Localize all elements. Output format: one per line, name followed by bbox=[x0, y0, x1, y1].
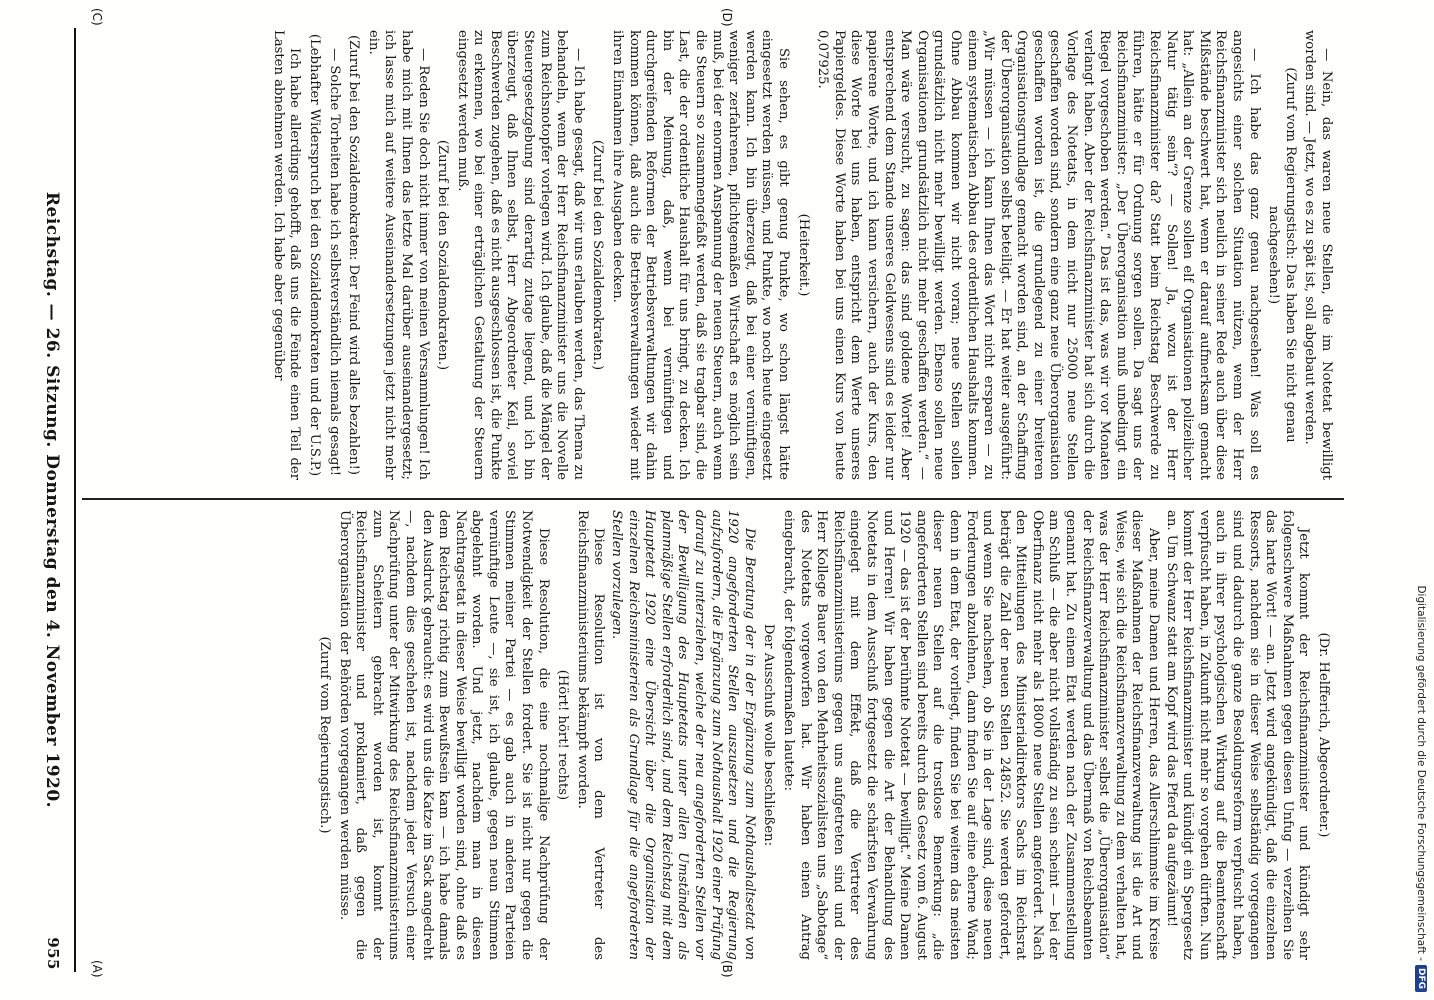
margin-marker-b: (B) bbox=[720, 960, 734, 978]
digitization-footer bbox=[1408, 0, 1434, 1000]
page-header bbox=[32, 30, 72, 970]
interjection: (Zuruf bei den Sozialdemokraten: Der Feind wird alles bezahlen!) bbox=[346, 34, 362, 476]
paragraph: Sie sehen, es gibt genug Punkte, wo schon längst hätte eingesetzt werden müssen, und Punkte, wo noch heute eingesetzt werden kann. Ich bin überzeugt, daß bei einer vernünftigen, weniger zerfahrenen, pflichtgemäßen Wirtschaft es möglich sein muß, bei der enormen Anspannung der neuen Steuern, auch wenn die Steuern so zusammengefaßt werden, daß sie tragbar sind, die Last, die der ordentliche Haushalt für uns bringt, zu decken. Ich bin der Meinung, daß, wenn bei vernünftigen und durchgreifenden Reformen der Betriebsverwaltungen wir dahin kommen können, daß auch die Betriebsverwaltungen wieder mit ihren Einnahmen ihre Ausgaben decken. bbox=[610, 30, 791, 480]
resolution-text: Die Beratung der in der Ergänzung zum Nothaushaltsetat von 1920 angeforderten Stellen auszusetzen und die Regierung aufzufordern, die Ergänzung zum Nothaushalt 1920 einer Prüfung darauf zu unterziehen, welche der neu angeforderten Stellen vor der Bewilligung des Hauptetats unter allen Umständen als planmäßige Stellen erforderlich sind, und dem Reichstag mit dem Hauptetat 1920 eine Übersicht über die Organisation der einzelnen Reichsministerien als Grundlage für die angeforderten Stellen vorzulegen. bbox=[609, 510, 757, 960]
paragraph: — Nein, das waren neue Stellen, die im Notetat bewilligt worden sind. — Jetzt, wo es zu spät ist, soll abgebaut werden. bbox=[1302, 30, 1334, 480]
interjection: (Zuruf bei den Sozialdemokraten.) bbox=[590, 139, 606, 371]
page-number: 955 bbox=[44, 937, 62, 970]
speaker-line: (Dr. Helfferich, Abgeordneter.) bbox=[1316, 632, 1331, 838]
interjection: (Zuruf vom Regierungstisch.) bbox=[316, 636, 332, 834]
margin-marker-d: (D) bbox=[720, 8, 734, 27]
interjection: (Zuruf bei den Sozialdemokraten.) bbox=[435, 139, 451, 371]
paragraph: — Solche Torheiten habe ich selbstverständlich niemals gesagt! bbox=[326, 48, 342, 477]
paragraph: Der Ausschuß wolle beschließen: bbox=[761, 623, 777, 847]
paragraph: — Reden Sie doch nicht immer von meinen Versammlungen! Ich habe mich mit Ihnen das letzte Mal darüber auseinandergesetzt; ich lasse mich auf weitere Auseinandersetzungen jetzt nicht mehr ein. bbox=[365, 30, 431, 480]
dfg-logo: DFG bbox=[1415, 965, 1427, 992]
interjection: (Hört! hört! rechts) bbox=[555, 669, 571, 801]
paragraph: Diese Resolution, die eine nochmalige Nachprüfung der Notwendigkeit der Stellen fordert. Sie ist nicht nur gegen die Stimmen meiner Partei — es gab auch in anderen Parteien vernünftige Leute —, sie ist, ich glaube, gegen neun Stimmen abgelehnt worden. Und jetzt, nachdem man in diesen Nachtragsetat in dieser Weise bewilligt worden sind, ohne daß es dem Reichstag richtig zum Bewußtsein kam — ich habe damals den Ausdruck gebraucht: es wird uns die Katze im Sack angedreht —, nachdem dies geschehen ist, nachdem jeder Versuch einer Nachprüfung unter der Mitwirkung des Reichsfinanzministeriums zum Scheitern gebracht worden ist, kommt der Reichsfinanzminister und proklamiert, daß gegen die Überorganisation der Behörden vorgegangen werden müsse. bbox=[336, 510, 551, 960]
right-column bbox=[84, 30, 1334, 480]
interjection: (Lebhafter Widerspruch bei den Sozialdemokraten und der U.S.P.) bbox=[306, 33, 322, 477]
interjection: (Heiterkeit.) bbox=[795, 213, 811, 297]
paragraph: Ich habe allerdings gehofft, daß uns die Feinde einen Teil der Lasten abnehmen werden. Ich habe aber gegenüber bbox=[270, 30, 303, 480]
paragraph: Jetzt kommt der Reichsfinanzminister und kündigt sehr folgenschwere Maßnahmen gegen diesen Unfug — verzeihen Sie das harte Wort! — an. Jetzt wird angekündigt, daß die einzelnen Ressorts, nachdem sie in dieser Weise selbständig vorgegangen sind und dadurch die ganze Besoldungsreform verpfuscht haben, auch in ihrer psychologischen Wirkung auf die Beamtenschaft verpfuscht haben, in Zukunft nicht mehr so vorgehen dürften. Nun kommt der Herr Reichsfinanzminister und kündigt ein Spergesetz an. Um Schwanz statt am Kopf wird das Pferd da aufgezäumt! bbox=[1163, 510, 1312, 960]
interjection: (Zuruf vom Regierungstisch: Das haben Sie nicht genau nachgesehen!) bbox=[1266, 67, 1298, 443]
header-rule bbox=[74, 28, 76, 972]
page-title: Reichstag. — 26. Sitzung. Donnerstag den 4. November 1920. bbox=[42, 191, 62, 809]
footer-text: Digitalisierung gefördert durch die Deutsche Forschungsgemeinschaft - bbox=[1415, 585, 1427, 961]
paragraph: Aber, meine Damen und Herren, das Allerschlimmste im Kreise dieser Maßnahmen der Reichsfinanzverwaltung ist die Art und Weise, wie sich die Reichsfinanzverwaltung zu dem verhalten hat, was der Herr Reichsfinanzminister selbst die „Überorganisation“ der Reichsfinanzverwaltung und das Übermaß von Reichsbeamten genannt hat. Zu einem Etat werden nach der Zusammenstellung am Schluß — die aber nicht vollständig zu sein scheint — bei der Oberfinanz nicht mehr als 18000 neue Stellen angefordert. Nach den Mitteilungen des Ministerialdirektors Sachs im Reichsrat beträgt die Zahl der neuen Stellen 24852. Sie werden gefordert, und wenn Sie nachsehen, ob Sie in der Lage sind, diese neuen Forderungen abzulehnen, dann finden Sie auf eine eherne Wand; denn in dem Etat, der vorliegt, finden Sie bei weitem das meisten dieser neuen Stellen auf die trostlose Bemerkung: „die angeforderten Stellen sind bereits durch das Gesetz vom 6. August 1920 — das ist der berühmte Notetat — bewilligt.“ Meine Damen und Herren! Wir haben gegen die Art der Behandlung des Notetats in dem Ausschuß fortgesetzt die schärfsten Verwahrung eingelegt mit dem Effekt, daß die Vertreter des Reichsfinanzministeriums gegen uns aufgetreten sind und der Herr Kollege Bauer von den Mehrheitssozialisten uns „Sabotage“ des Notetats vorgeworfen hat. Wir haben einen Antrag eingebracht, der folgendermaßen lautete: bbox=[781, 510, 1162, 960]
paragraph: — Ich habe das ganz genau nachgesehen! Was soll es angesichts einer solchen Situation nützen, wenn der Herr Reichsfinanzminister sich neulich in seiner Rede auch über diese Mißstände beschwert hat, wenn er darauf aufmerksam gemacht hat: „Allein an der Grenze sollen elf Organisationen polizeilicher Natur tätig sein“? — Sollen! Ja, wozu ist der Herr Reichsfinanzminister da? Statt beim Reichstag Beschwerde zu führen, hätte er für Ordnung sorgen sollen. Da sagt uns der Reichsfinanzminister: „Der Überorganisation muß unbedingt ein Riegel vorgeschoben werden.“ Das ist das, was wir vor Monaten verlangt haben. Aber der Reichsfinanzminister hat sich durch die Vorlage des Notetats, in dem nicht nur 25000 neue Stellen geschaffen worden sind, sondern eine ganz neue Überorganisation geschaffen worden ist, die grundlegend zu einer breiteren Organisationsgrundlage gemacht worden sind, an der Schaffung der Überorganisation selbst beteiligt. — Er hat weiter ausgeführt: „Wir müssen — ich kann Ihnen das Wort nicht ersparen — zu einem systematischen Abbau des ordentlichen Haushalts kommen. Ohne Abbau kommen wir nicht voran; neue Stellen sollen grundsätzlich nicht mehr bewilligt werden. Ebenso sollen neue Organisationen grundsätzlich nicht mehr geschaffen werden.“ — Man wäre versucht, zu sagen: das sind goldene Worte! Aber entsprechend dem Stande unseres Geldwesens sind es leider nur papierene Worte, und ich kann versichern, auch der Kurs, den diese Worte bei uns haben, entspricht dem Werte unseres Papiergeldes. Diese Worte haben bei uns einen Kurs von heute 0,07925. bbox=[815, 30, 1262, 480]
paragraph: — Ich habe gesagt, daß wir uns erlauben werden, das Thema zu behandeln, wenn der Herr Reichsfinanzminister uns die Novelle zum Reichsnotopfer vorlegen wird. Ich glaube, daß die Mängel der Steuergesetzgebung sind derartig zutage liegend, und ich bin überzeugt, daß Ihnen selbst, Herr Abgeordneter Keil, soviel Beschwerden zugehen, daß es nicht ausgeschlossen ist, die Punkte zu erkennen, wo bei einer erträglichen Gestaltung der Steuern eingesetzt werden muß. bbox=[454, 30, 586, 480]
margin-marker-a: (A) bbox=[90, 960, 104, 978]
margin-marker-c: (C) bbox=[90, 8, 104, 26]
column-divider bbox=[82, 498, 1344, 500]
paragraph: Diese Resolution ist von dem Vertreter des Reichsfinanzministeriums bekämpft worden. bbox=[574, 510, 607, 960]
left-column bbox=[84, 510, 1334, 960]
